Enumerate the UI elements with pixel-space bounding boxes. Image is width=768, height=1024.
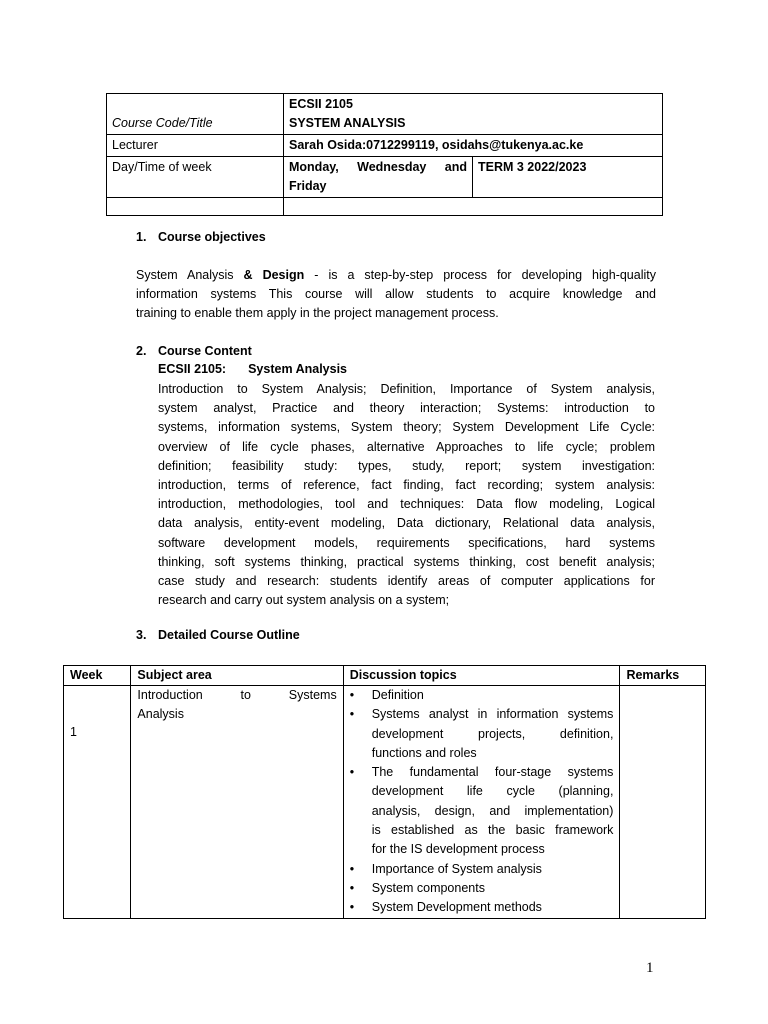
section-1-paragraph: [136, 266, 656, 324]
content-line: system analyst, Practice and theory interaction; Systems: introduction to: [158, 401, 655, 416]
outline-header-row: [64, 666, 706, 686]
subject-cell: [131, 686, 343, 919]
content-line: introduction, terms of reference, fact finding, fact recording; system analysis:: [158, 477, 655, 492]
day-word-2: Wednesday: [357, 160, 427, 174]
section-1-title: Course objectives: [158, 230, 266, 244]
header-remarks: Remarks: [620, 666, 706, 686]
topic-line: is established as the basic framework: [371, 823, 614, 838]
objectives-line-2: information systems This course will allow students to acquire knowledge and: [136, 287, 656, 302]
objectives-text-bold: & Design: [243, 268, 305, 282]
content-code: ECSII 2105:: [158, 362, 227, 376]
topic-line: System components: [371, 880, 485, 895]
list-item: [350, 705, 614, 763]
bullet-icon: •: [349, 861, 355, 876]
day-label: Day/Time of week: [107, 157, 284, 198]
header-week: Week: [64, 666, 131, 686]
objectives-text-c: - is a step-by-step process for developing high-quality: [304, 268, 656, 282]
topic-line: Importance of System analysis: [371, 861, 542, 876]
list-item: [350, 879, 614, 898]
topic-line: analysis, design, and implementation): [371, 803, 614, 818]
day-word-3: and: [444, 160, 467, 174]
list-item: [350, 686, 614, 705]
course-info-table: [106, 93, 663, 216]
week-number: 1: [70, 725, 77, 739]
topic-line: development life cycle (planning,: [371, 784, 614, 799]
day-line-2: Friday: [289, 179, 327, 193]
course-content-paragraph: [158, 380, 655, 610]
empty-cell-1: [107, 198, 284, 216]
section-2-number: 2.: [136, 344, 147, 358]
course-label: Course Code/Title: [112, 116, 213, 130]
section-1-heading: [136, 230, 266, 244]
remarks-cell: [620, 686, 706, 919]
section-3-heading: [136, 628, 300, 642]
content-line: overview of life cycle phases, alternative Approaches to life cycle; problem: [158, 439, 655, 454]
course-code: ECSII 2105: [289, 97, 353, 111]
course-label-cell: [107, 94, 284, 135]
subject-line-2: Analysis: [137, 707, 184, 722]
content-line: thinking, soft systems thinking, practical systems thinking, cost benefit analysis;: [158, 554, 655, 569]
topic-line: Systems analyst in information systems: [371, 707, 614, 722]
content-line: software development models, requirements specifications, hard systems: [158, 535, 655, 550]
content-line: research and carry out system analysis on a system;: [158, 593, 450, 608]
topic-line: System Development methods: [371, 900, 542, 915]
course-content-subheading: [158, 362, 347, 376]
topics-list: [350, 686, 614, 918]
course-outline-table: [63, 665, 706, 919]
header-topics: Discussion topics: [343, 666, 620, 686]
week-cell: [64, 686, 131, 919]
course-title: SYSTEM ANALYSIS: [289, 116, 406, 130]
objectives-text-a: System Analysis: [136, 268, 244, 282]
header-subject: Subject area: [131, 666, 343, 686]
content-subject: System Analysis: [248, 362, 347, 376]
list-item: [350, 898, 614, 917]
content-line: definition; feasibility study: types, study, report; system investigation:: [158, 458, 655, 473]
topic-line: functions and roles: [371, 745, 477, 760]
topic-line: development projects, definition,: [371, 726, 614, 741]
topic-line: The fundamental four-stage systems: [371, 765, 614, 780]
term-value: TERM 3 2022/2023: [473, 157, 663, 198]
bullet-icon: •: [349, 900, 355, 915]
topic-line: Definition: [371, 688, 424, 702]
topics-cell: [343, 686, 620, 919]
section-3-title: Detailed Course Outline: [158, 628, 300, 642]
bullet-icon: •: [349, 880, 355, 895]
content-line: data analysis, entity-event modeling, Data dictionary, Relational data analysis,: [158, 516, 655, 531]
subject-line-1: Introduction to Systems: [137, 688, 337, 702]
list-item: [350, 860, 614, 879]
course-value-cell: [284, 94, 663, 135]
page-number: 1: [646, 960, 654, 976]
section-2-title: Course Content: [158, 344, 252, 358]
content-line: Introduction to System Analysis; Definition, Importance of System analysis,: [158, 382, 655, 396]
bullet-icon: •: [349, 688, 355, 702]
topic-line: for the IS development process: [371, 842, 545, 857]
list-item: [350, 763, 614, 859]
lecturer-value: Sarah Osida:0712299119, osidahs@tukenya.ac.ke: [284, 135, 663, 157]
objectives-line-3: training to enable them apply in the project management process.: [136, 306, 499, 321]
empty-cell-2: [284, 198, 663, 216]
content-line: systems, information systems, System theory; System Development Life Cycle:: [158, 420, 655, 435]
day-word-1: Monday,: [289, 160, 339, 174]
section-3-number: 3.: [136, 628, 147, 642]
content-line: introduction, methodologies, tool and techniques: Data flow modeling, Logical: [158, 497, 655, 512]
lecturer-label: Lecturer: [107, 135, 284, 157]
bullet-icon: •: [349, 707, 355, 722]
day-value: [284, 157, 473, 198]
section-2-heading: [136, 344, 252, 358]
table-row: [64, 686, 706, 919]
objectives-line-1: [136, 266, 656, 285]
section-1-number: 1.: [136, 230, 147, 244]
content-line: case study and research: students identify areas of computer applications for: [158, 573, 655, 588]
bullet-icon: •: [349, 765, 355, 780]
